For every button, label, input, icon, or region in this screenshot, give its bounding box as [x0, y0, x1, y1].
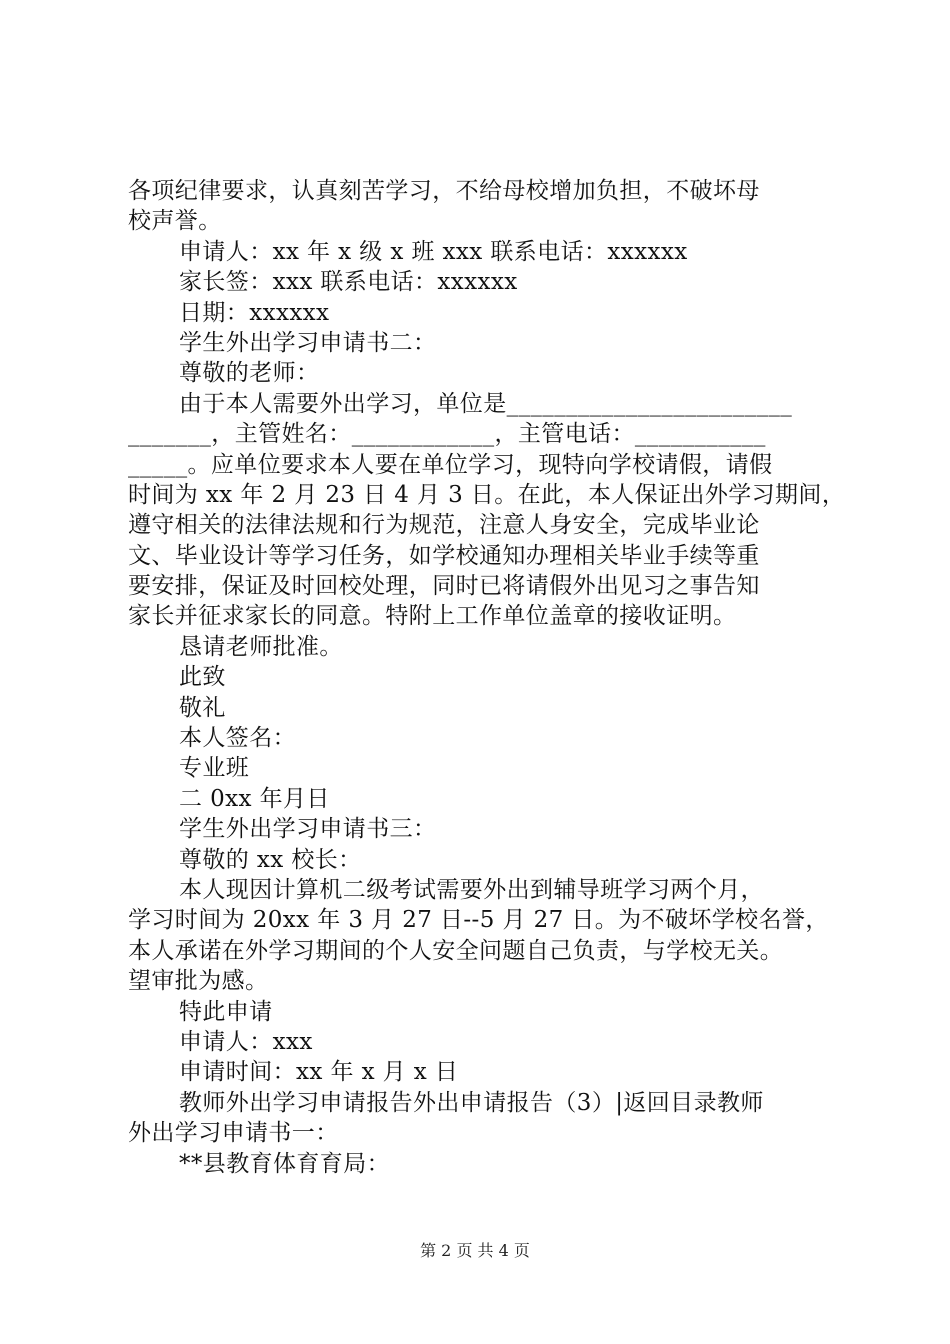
text-line: 校声誉。: [128, 208, 222, 235]
parent-signature-line: 家长签：xxx 联系电话：xxxxxx: [179, 269, 518, 296]
document-body: [128, 176, 846, 1179]
page-footer: 第 2 页 共 4 页: [420, 1241, 530, 1260]
closing-line: 敬礼: [179, 694, 226, 721]
section-heading: 学生外出学习申请书二：: [179, 329, 437, 356]
text-line: 家长并征求家长的同意。特附上工作单位盖章的接收证明。: [128, 603, 737, 630]
date-line: 日期：xxxxxx: [179, 299, 330, 326]
text-line: 要安排，保证及时回校处理，同时已将请假外出见习之事告知: [128, 573, 760, 600]
text-line: 学习时间为 20xx 年 3 月 27 日--5 月 27 日。为不破坏学校名誉，: [128, 907, 829, 934]
applicant-line: 申请人：xxx: [179, 1028, 313, 1055]
class-line: 专业班: [179, 755, 250, 782]
text-line: 各项纪律要求，认真刻苦学习，不给母校增加负担，不破坏母: [128, 178, 760, 204]
section-heading: 学生外出学习申请书三：: [179, 816, 437, 843]
section-heading: 外出学习申请书一：: [128, 1120, 339, 1147]
text-line: 时间为 xx 年 2 月 23 日 4 月 3 日。在此，本人保证出外学习期间，: [128, 481, 846, 508]
salutation: 尊敬的老师：: [179, 360, 320, 387]
text-line: 望审批为感。: [128, 968, 269, 995]
date-line: 二 0xx 年月日: [179, 785, 330, 812]
text-line: _______，主管姓名：____________，主管电话：___________: [128, 421, 766, 448]
signature-line: 本人签名：: [179, 725, 296, 752]
text-line: 文、毕业设计等学习任务，如学校通知办理相关毕业手续等重: [128, 542, 760, 569]
date-line: 申请时间：xx 年 x 月 x 日: [179, 1059, 459, 1086]
text-line: 恳请老师批准。: [179, 633, 343, 660]
closing-line: 此致: [179, 664, 226, 691]
text-line: 特此申请: [179, 998, 273, 1025]
text-line: 本人现因计算机二级考试需要外出到辅导班学习两个月，: [179, 876, 764, 903]
text-line: 由于本人需要外出学习，单位是________________________: [179, 390, 793, 417]
salutation: 尊敬的 xx 校长：: [179, 846, 362, 873]
text-line: 本人承诺在外学习期间的个人安全问题自己负责，与学校无关。: [128, 937, 784, 964]
text-line: _____。应单位要求本人要在单位学习，现特向学校请假，请假: [128, 451, 773, 478]
section-heading: 教师外出学习申请报告外出申请报告（3）|返回目录教师: [179, 1089, 764, 1116]
recipient-line: **县教育体育育局：: [179, 1150, 390, 1177]
text-line: 遵守相关的法律法规和行为规范，注意人身安全，完成毕业论: [128, 512, 760, 539]
applicant-line: 申请人：xx 年 x 级 x 班 xxx 联系电话：xxxxxx: [179, 238, 688, 265]
